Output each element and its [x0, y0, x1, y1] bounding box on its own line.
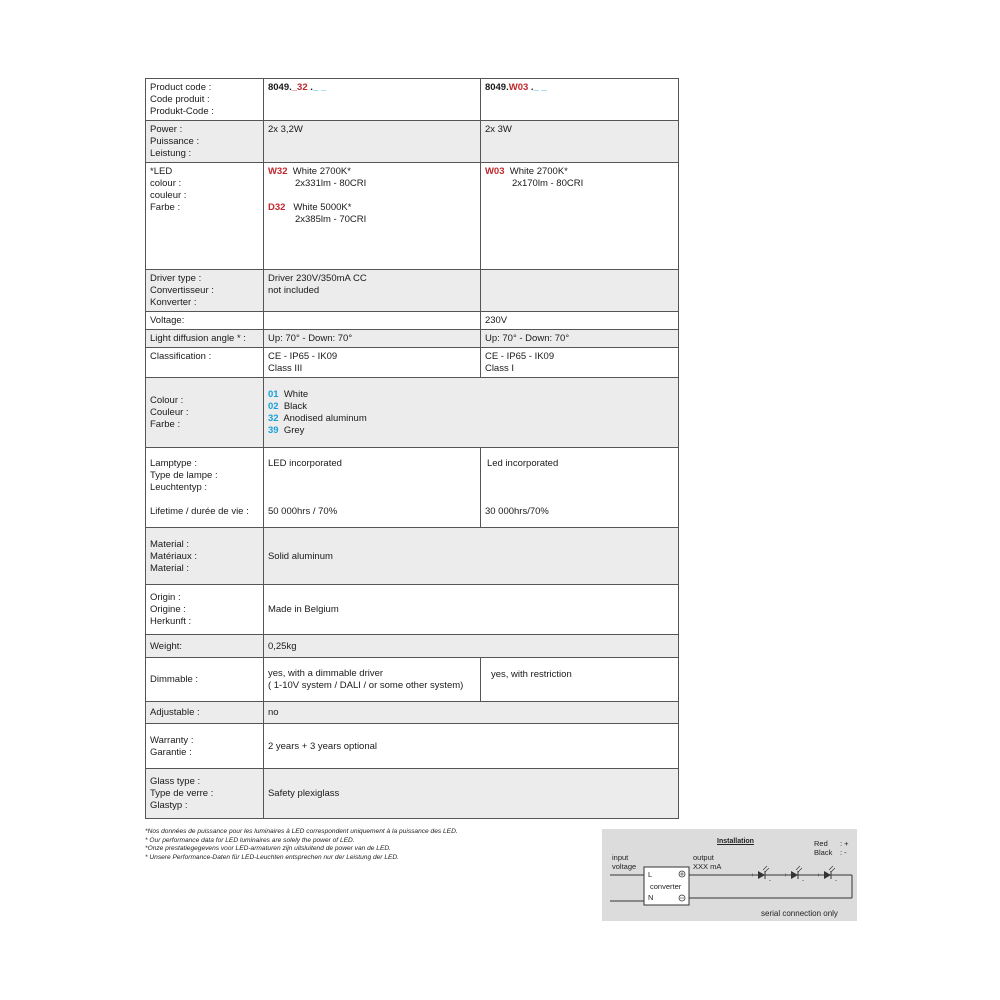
lifetime-value: 50 000hrs / 70%	[267, 506, 338, 517]
colour-item	[268, 401, 674, 413]
row-voltage	[146, 312, 679, 330]
label-line: colour :	[150, 178, 182, 189]
driver-line: Driver 230V/350mA CC	[267, 273, 367, 284]
colour-name: Anodised aluminum	[283, 413, 367, 424]
svg-text:-: -	[802, 878, 804, 884]
colour-code: 32	[267, 413, 279, 424]
row-led	[146, 163, 679, 270]
label-line: Type de verre :	[150, 788, 214, 799]
label-dimmable: Dimmable :	[146, 658, 264, 702]
row-power	[146, 121, 679, 163]
colour-item	[268, 425, 674, 437]
code-prefix: 8049.	[267, 82, 292, 93]
colour-code: 01	[267, 389, 279, 400]
output-label: output	[693, 853, 714, 862]
row-angle	[146, 330, 679, 348]
class-line: Class I	[484, 363, 514, 374]
led-option	[485, 166, 674, 178]
row-warranty	[146, 724, 679, 769]
label-line: Product code :	[150, 82, 212, 93]
label-weight: Weight:	[146, 635, 264, 658]
led-option	[268, 202, 476, 214]
label-product-code	[146, 79, 264, 121]
output-label: XXX mA	[693, 862, 722, 871]
label-line: Glastyp :	[150, 800, 188, 811]
converter-label: converter	[650, 882, 682, 891]
product-code-b	[480, 79, 678, 121]
label-line: Glass type :	[150, 776, 201, 787]
dimmable-b: yes, with restriction	[480, 658, 678, 702]
lamptype-value: LED incorporated	[267, 458, 342, 469]
led-output: 2x170lm - 80CRI	[511, 178, 584, 189]
led-output: 2x331lm - 80CRI	[294, 178, 367, 189]
driver-a	[263, 270, 480, 312]
led-code: D32	[267, 202, 286, 213]
label-origin	[146, 585, 264, 635]
weight-value: 0,25kg	[263, 635, 678, 658]
voltage-b: 230V	[480, 312, 678, 330]
code-sep: .	[528, 82, 534, 93]
angle-b: Up: 70° - Down: 70°	[480, 330, 678, 348]
label-led	[146, 163, 264, 270]
label-line: Warranty :	[150, 734, 194, 746]
led-color: White 5000K*	[293, 202, 352, 213]
lifetime-value: 30 000hrs/70%	[484, 506, 549, 517]
driver-line: not included	[267, 285, 320, 296]
colour-code: 39	[267, 425, 279, 436]
row-dimmable	[146, 658, 679, 702]
spec-sheet	[145, 78, 679, 819]
led-option	[268, 166, 476, 178]
code-variant: _32	[291, 82, 308, 93]
label-colour	[146, 378, 264, 448]
row-colour	[146, 378, 679, 448]
svg-text:+: +	[784, 873, 788, 879]
label-line: Convertisseur :	[150, 285, 214, 296]
glass-value: Safety plexiglass	[263, 769, 678, 819]
row-classification	[146, 348, 679, 378]
legend-black: Black	[814, 848, 833, 857]
code-prefix: 8049.	[484, 82, 509, 93]
label-warranty	[146, 724, 264, 769]
footnote: * Unsere Performance-Daten für LED-Leuchten entsprechen nur der Leistung der LED.	[145, 853, 399, 861]
installation-title: Installation	[717, 838, 754, 845]
label-line: Leuchtentyp :	[150, 482, 208, 493]
label-line: Matériaux :	[150, 550, 197, 562]
svg-text:+: +	[817, 873, 821, 879]
row-lamptype	[146, 448, 679, 528]
code-suffix: _ _	[533, 82, 547, 93]
colour-item	[268, 413, 674, 425]
label-line: Produkt-Code :	[150, 106, 214, 117]
installation-diagram	[602, 829, 857, 921]
led-b	[480, 163, 678, 270]
svg-text:-: -	[835, 878, 837, 884]
led-color: White 2700K*	[509, 166, 568, 177]
class-line: CE - IP65 - IK09	[484, 351, 555, 362]
row-material	[146, 528, 679, 585]
class-line: Class III	[267, 363, 303, 374]
label-line: Type de lampe :	[150, 470, 218, 481]
label-line: Colour :	[150, 395, 184, 406]
label-line: Puissance :	[150, 136, 200, 147]
code-variant: W03	[508, 82, 529, 93]
row-origin	[146, 585, 679, 635]
label-line: Herkunft :	[150, 616, 192, 627]
colour-item	[268, 389, 674, 401]
converter-L: L	[648, 870, 653, 879]
dimmable-line: yes, with a dimmable driver	[267, 668, 384, 679]
label-line: Garantie :	[150, 746, 192, 758]
power-a: 2x 3,2W	[263, 121, 480, 163]
lamptype-a	[263, 448, 480, 528]
label-line: Material :	[150, 538, 190, 550]
input-label: input	[612, 853, 629, 862]
label-line: Leistung :	[150, 148, 192, 159]
label-voltage: Voltage:	[146, 312, 264, 330]
lamptype-b	[480, 448, 678, 528]
label-power	[146, 121, 264, 163]
label-line: Farbe :	[150, 419, 181, 430]
row-product-code	[146, 79, 679, 121]
colour-name: Black	[283, 401, 308, 412]
row-weight	[146, 635, 679, 658]
label-line: Lamptype :	[150, 458, 197, 469]
dimmable-a	[263, 658, 480, 702]
dimmable-line: ( 1-10V system / DALI / or some other system)	[267, 680, 464, 691]
label-glass	[146, 769, 264, 819]
led-code: W32	[267, 166, 288, 177]
code-sep: .	[307, 82, 313, 93]
legend-red-sign: : +	[840, 839, 849, 848]
class-line: CE - IP65 - IK09	[267, 351, 338, 362]
adjustable-value: no	[263, 702, 678, 724]
driver-b	[480, 270, 678, 312]
colour-name: Grey	[283, 425, 305, 436]
label-line: Farbe :	[150, 202, 181, 213]
footnote: *Onze prestatiegegevens voor LED-armaturen zijn uitsluitend de power van de LED.	[145, 845, 391, 852]
label-line: couleur :	[150, 190, 187, 201]
footnote: * Our performance data for LED luminaires are solely the power of LED.	[145, 836, 355, 844]
power-b: 2x 3W	[480, 121, 678, 163]
converter-N: N	[648, 893, 654, 902]
label-line: Origine :	[150, 604, 186, 615]
label-material	[146, 528, 264, 585]
label-lamptype	[146, 448, 264, 528]
legend-black-sign: : -	[840, 848, 847, 857]
label-line: Origin :	[150, 592, 181, 603]
label-line: *LED	[150, 166, 173, 177]
installation-footer: serial connection only	[761, 909, 838, 918]
origin-value: Made in Belgium	[263, 585, 678, 635]
led-output: 2x385lm - 70CRI	[294, 214, 367, 225]
led-color: White 2700K*	[292, 166, 351, 177]
label-line: Driver type :	[150, 273, 202, 284]
voltage-a	[263, 312, 480, 330]
row-adjustable	[146, 702, 679, 724]
warranty-value: 2 years + 3 years optional	[263, 724, 678, 769]
lamptype-value: Led incorporated	[486, 458, 559, 469]
code-suffix: _ _	[312, 82, 327, 93]
colour-code: 02	[267, 401, 279, 412]
led-a	[263, 163, 480, 270]
legend-red: Red	[814, 839, 828, 848]
led-code: W03	[484, 166, 505, 177]
input-label: voltage	[612, 862, 637, 871]
label-classification: Classification :	[146, 348, 264, 378]
product-code-a	[263, 79, 480, 121]
classification-a	[263, 348, 480, 378]
footnotes	[145, 828, 585, 862]
label-lifetime: Lifetime / durée de vie :	[150, 506, 249, 517]
label-line: Material :	[150, 562, 190, 574]
row-glass	[146, 769, 679, 819]
label-angle: Light diffusion angle * :	[146, 330, 264, 348]
label-adjustable: Adjustable :	[146, 702, 264, 724]
svg-text:-: -	[769, 878, 771, 884]
colour-options	[263, 378, 678, 448]
spec-table	[145, 78, 679, 819]
label-line: Power :	[150, 124, 183, 135]
material-value: Solid aluminum	[263, 528, 678, 585]
svg-text:+: +	[751, 873, 755, 879]
row-driver	[146, 270, 679, 312]
colour-name: White	[283, 389, 309, 400]
label-driver	[146, 270, 264, 312]
label-line: Code produit :	[150, 94, 210, 105]
label-line: Couleur :	[150, 407, 189, 418]
angle-a: Up: 70° - Down: 70°	[263, 330, 480, 348]
label-line: Konverter :	[150, 297, 197, 308]
classification-b	[480, 348, 678, 378]
footnote: *Nos données de puissance pour les luminaires à LED correspondent uniquement à la puissance des LED.	[145, 828, 458, 835]
